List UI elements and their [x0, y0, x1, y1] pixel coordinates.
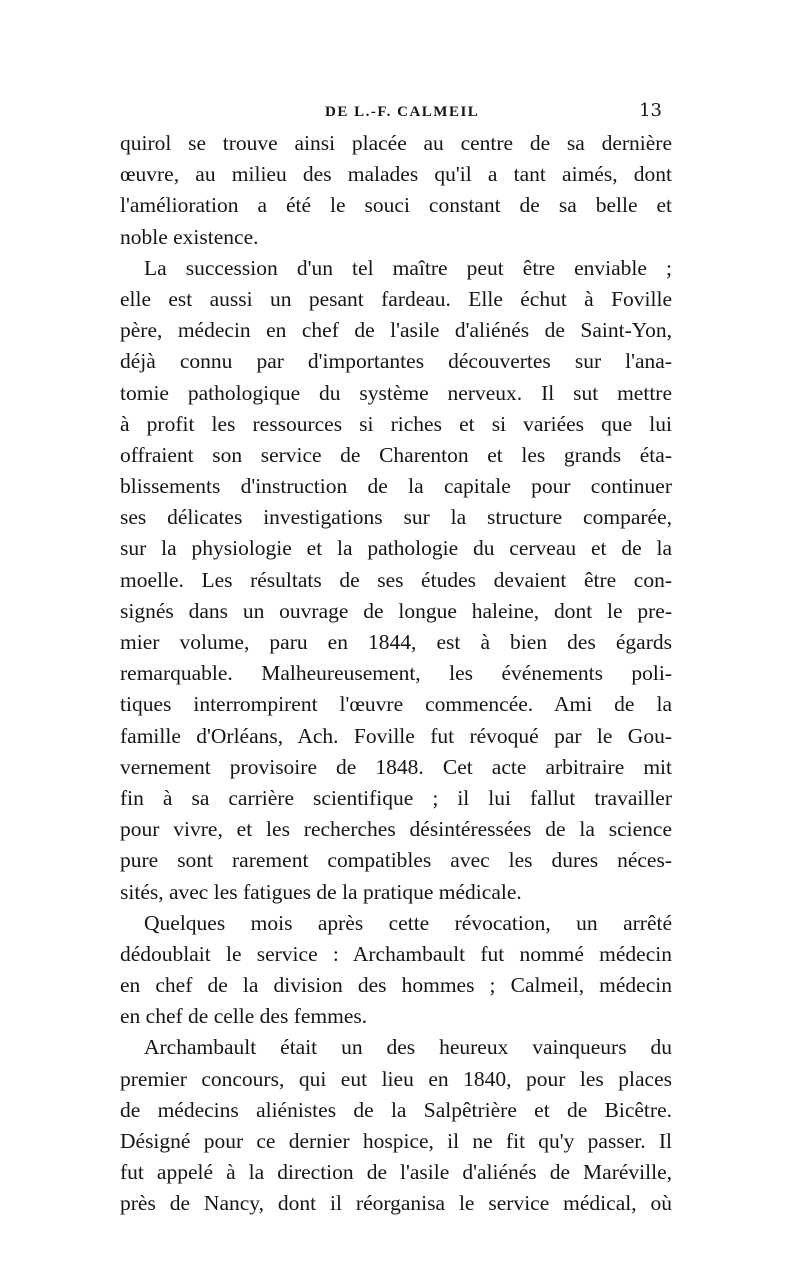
text-line: vernement provisoire de 1848. Cet acte arbitraire mit: [120, 754, 672, 779]
text-line: dédoublait le service : Archambault fut nommé médecin: [120, 941, 672, 966]
text-line: fin à sa carrière scientifique ; il lui fallut travailler: [120, 785, 672, 810]
text-line: déjà connu par d'importantes découvertes sur l'ana-: [120, 349, 672, 374]
text-line: premier concours, qui eut lieu en 1840, pour les places: [120, 1066, 672, 1091]
text-line: mier volume, paru en 1844, est à bien des égards: [120, 630, 672, 654]
text-line: tiques interrompirent l'œuvre commencée. Ami de la: [120, 692, 672, 717]
text-line: l'amélioration a été le souci constant de sa belle et: [120, 193, 672, 218]
text-line: moelle. Les résultats de ses études devaient être con-: [120, 567, 672, 592]
page-number: 13: [639, 100, 662, 121]
text-line: ses délicates investigations sur la structure comparée,: [120, 505, 672, 530]
text-line: famille d'Orléans, Ach. Foville fut révoqué par le Gou-: [120, 723, 672, 748]
body-text: [120, 128, 672, 1220]
running-title: DE L.-F. CALMEIL: [325, 104, 480, 120]
text-line: sités, avec les fatigues de la pratique médicale.: [120, 879, 522, 904]
text-line: pure sont rarement compatibles avec les dures néces-: [120, 848, 672, 873]
text-line: quirol se trouve ainsi placée au centre de sa dernière: [120, 131, 672, 155]
text-line: remarquable. Malheureusement, les événements poli-: [120, 661, 672, 686]
text-line: à profit les ressources si riches et si variées que lui: [120, 411, 672, 436]
text-line: en chef de celle des femmes.: [120, 1004, 368, 1029]
text-line: pour vivre, et les recherches désintéressées de la science: [120, 817, 672, 842]
text-line: Quelques mois après cette révocation, un arrêté: [144, 910, 672, 935]
text-line: blissements d'instruction de la capitale pour continuer: [120, 474, 672, 499]
text-line: fut appelé à la direction de l'asile d'aliénés de Maréville,: [120, 1160, 672, 1185]
text-line: Archambault était un des heureux vainqueurs du: [144, 1035, 672, 1060]
text-line: œuvre, au milieu des malades qu'il a tant aimés, dont: [120, 162, 672, 187]
text-line: elle est aussi un pesant fardeau. Elle échut à Foville: [120, 286, 672, 311]
text-line: La succession d'un tel maître peut être enviable ;: [144, 255, 672, 280]
text-line: de médecins aliénistes de la Salpêtrière et de Bicêtre.: [120, 1097, 672, 1122]
text-line: sur la physiologie et la pathologie du cerveau et de la: [120, 536, 672, 561]
running-head: [120, 97, 668, 127]
text-line: Désigné pour ce dernier hospice, il ne fit qu'y passer. Il: [120, 1129, 672, 1153]
text-line: père, médecin en chef de l'asile d'aliénés de Saint-Yon,: [120, 318, 672, 343]
text-line: en chef de la division des hommes ; Calmeil, médecin: [120, 973, 672, 998]
text-line: près de Nancy, dont il réorganisa le service médical, où: [120, 1191, 672, 1216]
text-line: offraient son service de Charenton et les grands éta-: [120, 442, 672, 467]
text-line: noble existence.: [120, 224, 259, 249]
text-line: signés dans un ouvrage de longue haleine, dont le pre-: [120, 598, 672, 623]
text-line: tomie pathologique du système nerveux. Il sut mettre: [120, 380, 672, 405]
